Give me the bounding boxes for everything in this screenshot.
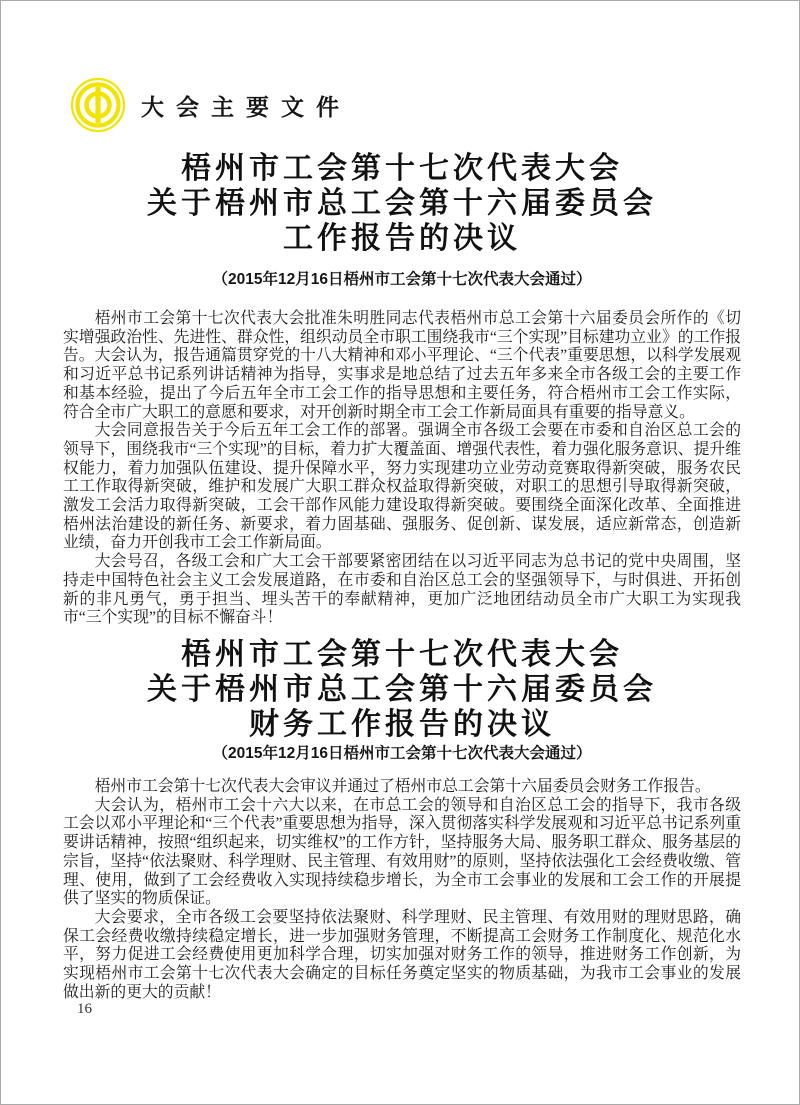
resolution-subtitle: （2015年12月16日梧州市工会第十七次代表大会通过） [212, 745, 592, 762]
resolution-title [63, 151, 741, 256]
paragraph: 大会认为，梧州市工会十六大以来，在市总工会的领导和自治区总工会的指导下，我市各级工会以邓小平理论和“三个代表”重要思想为指导，深入贯彻落实科学发展观和习近平总书记系列重要讲话精神，按照“组织起来，切实维权”的工作方针，坚持服务大局、服务职工群众、服务基层的宗旨，坚持“依法聚财、科学理财、民主管理、有效用财”的原则，坚持依法强化工会经费收缴、管理、使用，做到了工会经费收入实现持续稳步增长，为全市工会事业的发展和工会工作的开展提供了坚实的物质保证。 [63, 796, 741, 908]
resolution-finance-report [63, 637, 741, 1002]
header-title: 大会主要文件 [141, 94, 351, 120]
resolution-body [63, 310, 741, 628]
page-header [69, 77, 351, 133]
resolution-title-line: 梧州市工会第十七次代表大会 [181, 152, 623, 185]
paragraph: 大会同意报告关于今后五年工会工作的部署。强调全市各级工会要在市委和自治区总工会的领导下，围绕我市“三个实现”的目标，着力扩大覆盖面、增强代表性，着力强化服务意识、提升维权能力，着力加强队伍建设、提升保障水平，努力实现建功立业劳动竞赛取得新突破，服务农民工工作取得新突破，维护和发展广大职工群众权益取得新突破，对职工的思想引导取得新突破，激发工会活力取得新突破，工会干部作风能力建设取得新突破。要围绕全面深化改革、全面推进梧州法治建设的新任务、新要求，着力固基础、强服务、促创新、谋发展，适应新常态，创造新业绩，奋力开创我市工会工作新局面。 [63, 422, 741, 552]
paragraph: 大会要求，全市各级工会要坚持依法聚财、科学理财、民主管理、有效用财的理财思路，确保工会经费收缴持续稳定增长，进一步加强财务管理，不断提高工会财务工作制度化、规范化水平，努力促进工会经费使用更加科学合理，切实加强对财务工作的领导，推进财务工作创新，为实现梧州市工会第十七次代表大会确定的目标任务奠定坚实的物质基础，为我市工会事业的发展做出新的更大的贡献！ [63, 908, 741, 1001]
paragraph: 梧州市工会第十七次代表大会批准朱明胜同志代表梧州市总工会第十六届委员会所作的《切实增强政治性、先进性、群众性，组织动员全市职工围绕我市“三个实现”目标建功立业》的工作报告。大会认为，报告通篇贯穿党的十八大精神和邓小平理论、“三个代表”重要思想，以科学发展观和习近平总书记系列讲话精神为指导，实事求是地总结了过去五年多来全市各级工会的主要工作和基本经验，提出了今后五年全市工会工作的指导思想和主要任务，符合梧州市工会工作实际，符合全市广大职工的意愿和要求，对开创新时期全市工会工作新局面具有重要的指导意义。 [63, 310, 741, 421]
page-number: 16 [77, 1001, 92, 1017]
resolution-title-line: 关于梧州市总工会第十六届委员会 [147, 673, 657, 706]
resolution-title-line: 梧州市工会第十七次代表大会 [181, 638, 623, 671]
resolution-title-line: 关于梧州市总工会第十六届委员会 [147, 187, 657, 220]
resolution-body [63, 778, 741, 1002]
resolution-title [63, 637, 741, 742]
paragraph: 大会号召，各级工会和广大工会干部要紧密团结在以习近平同志为总书记的党中央周围，坚持走中国特色社会主义工会发展道路，在市委和自治区总工会的坚强领导下，与时俱进、开拓创新的非凡勇气，勇于担当、埋头苦干的奉献精神，更加广泛地团结动员全市广大职工为实现我市“三个实现”的目标不懈奋斗！ [63, 553, 741, 627]
trade-union-emblem-icon [69, 77, 127, 133]
resolution-subtitle: （2015年12月16日梧州市工会第十七次代表大会通过） [212, 271, 592, 288]
paragraph: 梧州市工会第十七次代表大会审议并通过了梧州市总工会第十六届委员会财务工作报告。 [94, 778, 711, 795]
resolution-work-report [63, 151, 741, 628]
resolution-title-line: 财务工作报告的决议 [249, 708, 555, 741]
resolution-title-line: 工作报告的决议 [283, 222, 521, 255]
